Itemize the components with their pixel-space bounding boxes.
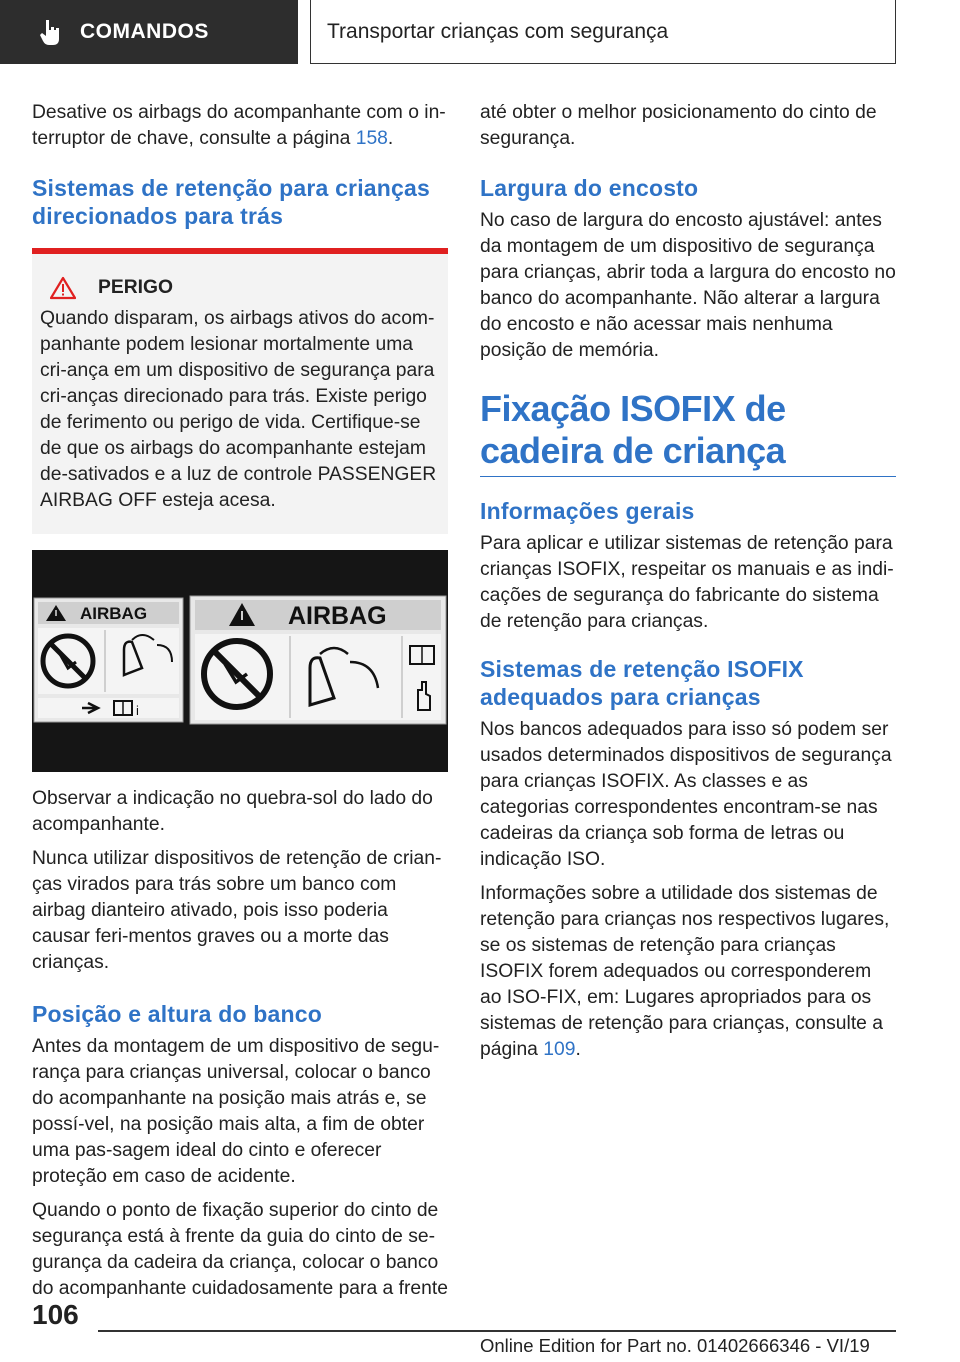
edition-note: Online Edition for Part no. 01402666346 - VI/19: [480, 1335, 870, 1356]
page-link-158[interactable]: 158: [355, 128, 388, 149]
small-label-text: AIRBAG: [80, 604, 148, 623]
airbag-labels-illustration: [32, 550, 448, 772]
observe-paragraph: Observar a indicação no quebra-sol do lado do acompanhante.: [32, 788, 433, 835]
chapter-label: COMANDOS: [80, 20, 209, 43]
heading-backrest-width: Largura do encosto: [480, 175, 699, 201]
left-column: [32, 100, 448, 1310]
hand-pointer-icon: [36, 17, 66, 47]
airbag-label-photo: [32, 550, 448, 772]
chapter-tab: [0, 0, 298, 64]
heading-seat-position: Posição e altura do banco: [32, 1001, 323, 1027]
continued-paragraph: até obter o melhor posicionamento do cinto de segurança.: [480, 102, 877, 149]
danger-header: [50, 276, 440, 300]
intro-paragraph: Desative os airbags do acompanhante com o in-terruptor de chave, consulte a página 158.: [32, 102, 446, 149]
svg-text:i: i: [136, 703, 139, 718]
never-paragraph: Nunca utilizar dispositivos de retenção de crian-ças virados para trás sobre um banco com airbag dianteiro ativado, pois isso poderia causar feri-mentos graves ou a morte das crianças.: [32, 848, 442, 973]
page-number: 106: [32, 1299, 79, 1330]
seat-paragraph-2: Quando o ponto de fixação superior do cinto de segurança está à frente da guia do cinto de se-gurança da cadeira da criança, colocar o banco do acompanhante cuidadosamente para a frente: [32, 1200, 448, 1299]
large-label-text: AIRBAG: [288, 602, 387, 630]
page-header-title: Transportar crianças com segurança: [310, 0, 896, 64]
right-column: [480, 100, 896, 1071]
heading-suitable-isofix: Sistemas de retenção ISOFIX adequados para crianças: [480, 656, 804, 710]
danger-title: PERIGO: [98, 277, 173, 298]
danger-text: Quando disparam, os airbags ativos do acom-panhante podem lesionar mortalmente uma cri-ança em um dispositivo de segurança para cri-anças direcionado para trás. Existe perigo de ferimento ou perigo de vida. Certifique-se de que os airbags do acompanhante estejam de-sativados e a luz de controle PASSENGER AIRBAG OFF esteja acesa.: [40, 308, 437, 511]
heading-rear-facing: Sistemas de retenção para crianças direcionados para trás: [32, 175, 431, 229]
warning-triangle-icon: [50, 276, 76, 300]
general-paragraph: Para aplicar e utilizar sistemas de retenção para crianças ISOFIX, respeitar os manuais e as indi-cações de segurança do fabricante do sistema de retenção para crianças.: [480, 533, 894, 632]
info-paragraph: Informações sobre a utilidade dos sistemas de retenção para crianças nos respectivos lugares, se os sistemas de retenção para crianças ISOFIX forem adequados ou corresponderem ao ISO-FIX, em: Lugares apropriados para os sistemas de retenção para crianças, consulte a página 109.: [480, 883, 890, 1060]
small-airbag-label: [34, 598, 183, 722]
seat-paragraph-1: Antes da montagem de um dispositivo de segu-rança para crianças universal, colocar o banco do acompanhante na posição mais atrás e, se possí-vel, na posição mais alta, a fim de obter uma pas-sagem ideal do cinto e oferecer proteção em caso de acidente.: [32, 1036, 440, 1187]
heading-general-info: Informações gerais: [480, 498, 695, 524]
page-link-109[interactable]: 109: [543, 1039, 576, 1060]
footer-divider: [98, 1330, 896, 1332]
large-airbag-label: [190, 596, 446, 724]
danger-box: [32, 248, 448, 534]
heading-isofix: Fixação ISOFIX de cadeira de criança: [480, 388, 896, 477]
suitable-paragraph: Nos bancos adequados para isso só podem ser usados determinados dispositivos de segurança para crianças ISOFIX. As classes e as categorias correspondentes encontram-se nas cadeiras da criança sob forma de letras ou indicação ISO.: [480, 719, 892, 870]
backrest-paragraph: No caso de largura do encosto ajustável: antes da montagem de um dispositivo de segurança para crianças, abrir toda a largura do encosto no banco do acompanhante. Não alterar a largura do encosto e não acessar mais nenhuma posição de memória.: [480, 210, 896, 361]
